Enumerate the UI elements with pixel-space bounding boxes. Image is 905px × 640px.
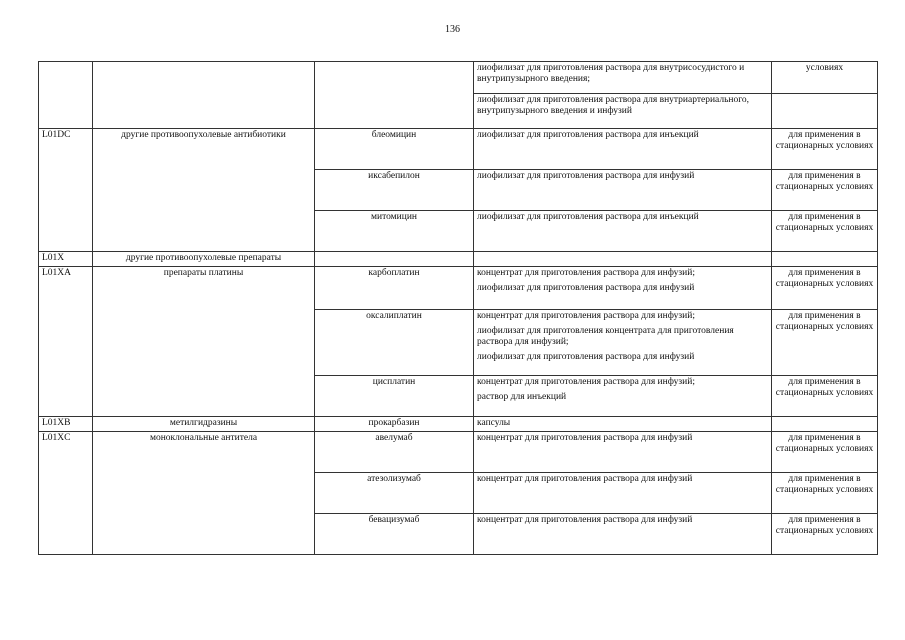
drug-cell: авелумаб: [315, 432, 474, 473]
group-cell: препараты платины: [93, 267, 315, 417]
form-cell: концентрат для приготовления раствора для инфузий: [474, 514, 772, 555]
group-cell: моноклональные антитела: [93, 432, 315, 555]
table-row: [39, 62, 878, 94]
drug-table: [38, 61, 878, 555]
atc-code-cell: L01XB: [39, 417, 93, 432]
form-cell: капсулы: [474, 417, 772, 432]
atc-code-cell: L01X: [39, 252, 93, 267]
form-cell: лиофилизат для приготовления раствора для инъекций: [474, 211, 772, 252]
condition-cell: для применения в стационарных условиях: [772, 170, 878, 211]
form-text: лиофилизат для приготовления раствора для инфузий: [477, 283, 695, 293]
drug-cell: блеомицин: [315, 129, 474, 170]
drug-cell: атезолизумаб: [315, 473, 474, 514]
drug-cell: иксабепилон: [315, 170, 474, 211]
condition-cell: для применения в стационарных условиях: [772, 310, 878, 376]
form-cell: лиофилизат для приготовления раствора для инфузий: [474, 170, 772, 211]
table-row: [39, 417, 878, 432]
drug-cell: [315, 252, 474, 267]
drug-cell: прокарбазин: [315, 417, 474, 432]
condition-cell: [772, 252, 878, 267]
condition-cell: для применения в стационарных условиях: [772, 376, 878, 417]
condition-cell: условиях: [772, 62, 878, 94]
atc-code-cell: L01XC: [39, 432, 93, 555]
form-cell: концентрат для приготовления раствора для инфузий: [474, 432, 772, 473]
form-cell: [474, 94, 772, 129]
form-text: лиофилизат для приготовления раствора для внутрисосудистого и внутрипузырного введения;: [477, 63, 745, 84]
atc-code-cell: L01DC: [39, 129, 93, 252]
form-cell: [474, 310, 772, 376]
form-text: концентрат для приготовления раствора для инфузий;: [477, 268, 695, 278]
form-cell: [474, 252, 772, 267]
form-cell: [474, 267, 772, 310]
drug-cell: митомицин: [315, 211, 474, 252]
group-cell: [93, 62, 315, 129]
condition-cell: [772, 417, 878, 432]
group-cell: метилгидразины: [93, 417, 315, 432]
form-text: раствор для инъекций: [477, 392, 567, 402]
group-cell: другие противоопухолевые препараты: [93, 252, 315, 267]
table-row: [39, 432, 878, 473]
form-cell: лиофилизат для приготовления раствора для инъекций: [474, 129, 772, 170]
condition-cell: для применения в стационарных условиях: [772, 432, 878, 473]
condition-cell: [772, 94, 878, 129]
drug-cell: оксалиплатин: [315, 310, 474, 376]
form-text: концентрат для приготовления раствора для инфузий;: [477, 311, 695, 321]
atc-code-cell: L01XA: [39, 267, 93, 417]
drug-cell: [315, 62, 474, 129]
condition-cell: для применения в стационарных условиях: [772, 267, 878, 310]
form-text: лиофилизат для приготовления раствора для внутриартериального, внутрипузырного введения и инфузий: [477, 95, 750, 116]
group-cell: другие противоопухолевые антибиотики: [93, 129, 315, 252]
table-row: [39, 129, 878, 170]
condition-cell: для применения в стационарных условиях: [772, 129, 878, 170]
form-cell: [474, 62, 772, 94]
drug-cell: бевацизумаб: [315, 514, 474, 555]
form-text: концентрат для приготовления раствора для инфузий;: [477, 377, 695, 387]
drug-cell: цисплатин: [315, 376, 474, 417]
table-row: [39, 267, 878, 310]
atc-code-cell: [39, 62, 93, 129]
form-text: лиофилизат для приготовления раствора для инфузий: [477, 352, 695, 362]
table-row: [39, 252, 878, 267]
condition-cell: для применения в стационарных условиях: [772, 514, 878, 555]
condition-cell: для применения в стационарных условиях: [772, 211, 878, 252]
form-cell: [474, 376, 772, 417]
form-text: лиофилизат для приготовления концентрата для приготовления раствора для инфузий;: [477, 326, 734, 347]
condition-cell: для применения в стационарных условиях: [772, 473, 878, 514]
page-number: 136: [445, 24, 460, 35]
form-cell: концентрат для приготовления раствора для инфузий: [474, 473, 772, 514]
drug-cell: карбоплатин: [315, 267, 474, 310]
